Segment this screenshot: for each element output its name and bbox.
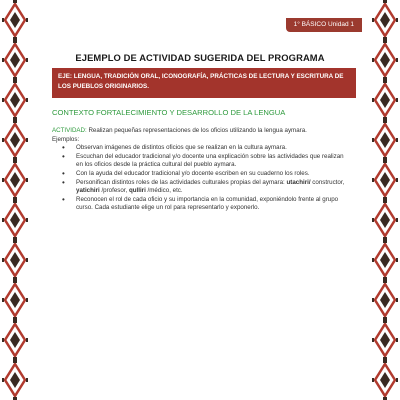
item4-text-b: constructor, <box>310 178 345 186</box>
list-item: • Con la ayuda del educador tradicional y/o docente escriben en su cuaderno los roles. <box>76 170 352 179</box>
decorative-border-left <box>0 0 30 400</box>
list-item: • Escuchan del educador tradicional y/o docente una explicación sobre las actividades que realizan en los oficios desde la práctica cultural del pueblo aymara. <box>76 153 352 170</box>
grade-unit-badge <box>286 18 362 32</box>
ejemplos-label: Ejemplos: <box>52 135 80 143</box>
eje-banner: EJE: LENGUA, TRADICIÓN ORAL, ICONOGRAFÍA, PRÁCTICAS DE LECTURA Y ESCRITURA DE LOS PUEBLOS ORIGINARIOS. <box>52 68 356 98</box>
actividad-text: Realizan pequeñas representaciones de los oficios utilizando la lengua aymara. <box>86 127 307 134</box>
activity-content <box>52 127 352 213</box>
item4-text-a: Personifican distintos roles de las actividades culturales propias del aymara: <box>76 178 287 186</box>
list-item: • Reconocen el rol de cada oficio y su importancia en la comunidad, exponiéndolo frente al grupo curso. Cada estudiante elige un rol para representarlo y exponerlo. <box>76 196 352 213</box>
item4-text-c: /profesor, <box>99 187 129 195</box>
page-title: EJEMPLO DE ACTIVIDAD SUGERIDA DEL PROGRAMA <box>75 52 325 63</box>
word-qulliri: qulliri <box>128 187 146 195</box>
actividad-paragraph <box>52 127 352 136</box>
decorative-border-right <box>370 0 400 400</box>
examples-list <box>52 144 352 213</box>
actividad-label: ACTIVIDAD: <box>52 127 87 134</box>
list-item: • Observan imágenes de distintos oficios que se realizan en la cultura aymara. <box>76 144 352 153</box>
item4-text-d: /médico, etc. <box>145 187 183 195</box>
word-utachiri: utachiri/ <box>286 178 311 186</box>
list-item <box>76 179 352 196</box>
word-yatichiri: yatichiri <box>76 187 100 195</box>
contexto-heading: CONTEXTO FORTALECIMIENTO Y DESARROLLO DE LA LENGUA <box>52 108 286 117</box>
badge-text: 1° BÁSICO Unidad 1 <box>293 21 354 28</box>
